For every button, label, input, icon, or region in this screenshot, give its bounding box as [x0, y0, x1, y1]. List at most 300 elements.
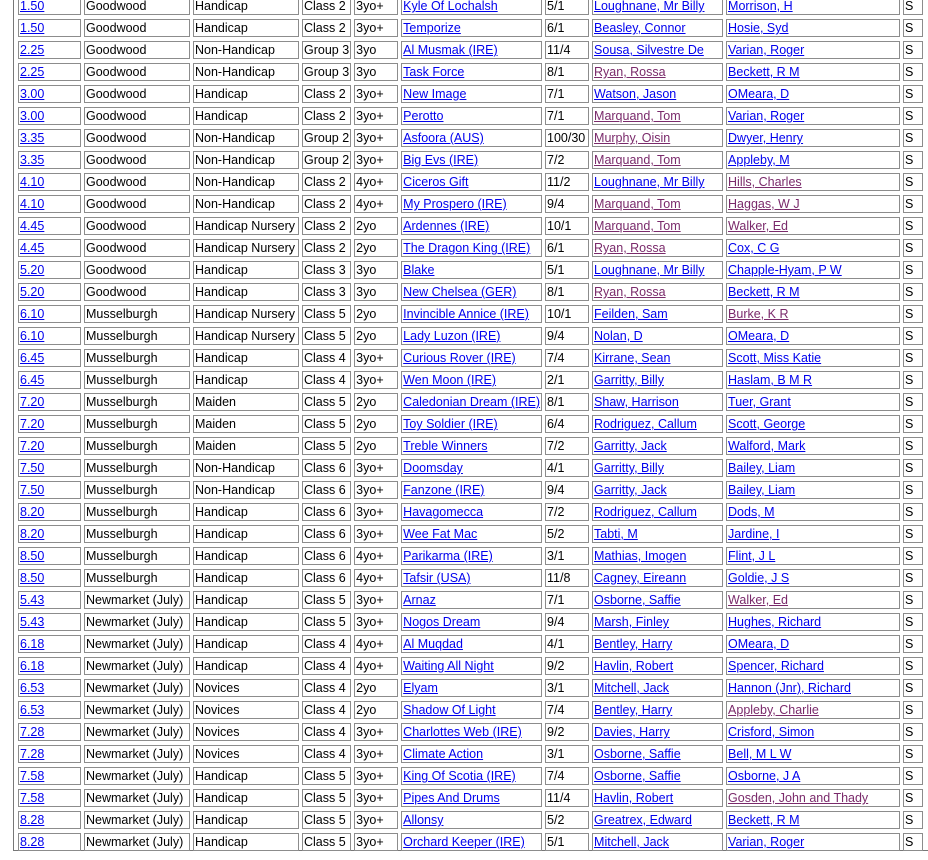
trainer-link[interactable]: Walker, Ed — [728, 593, 789, 607]
race-time-link[interactable]: 3.00 — [20, 109, 45, 123]
horse-link[interactable]: Climate Action — [403, 747, 484, 761]
race-time-link[interactable]: 6.18 — [20, 637, 45, 651]
trainer-link[interactable]: Varian, Roger — [728, 109, 805, 123]
race-time-link[interactable]: 6.53 — [20, 703, 45, 717]
horse-link[interactable]: Ciceros Gift — [403, 175, 469, 189]
horse-link[interactable]: Allonsy — [403, 813, 444, 827]
race-time-link[interactable]: 6.10 — [20, 329, 45, 343]
horse-link[interactable]: New Chelsea (GER) — [403, 285, 517, 299]
trainer-link[interactable]: Varian, Roger — [728, 43, 805, 57]
jockey-column-cell — [592, 459, 723, 477]
extra-column-cell — [903, 85, 923, 103]
jockey-link[interactable]: Osborne, Saffie — [594, 593, 681, 607]
jockey-link[interactable]: Loughnane, Mr Billy — [594, 175, 705, 189]
horse-column-cell — [401, 63, 542, 81]
odds-column-cell — [545, 459, 589, 477]
race-time-link[interactable]: 8.50 — [20, 549, 45, 563]
horse-link[interactable]: Waiting All Night — [403, 659, 494, 673]
extra-cell: S — [905, 197, 914, 211]
age-cell: 3yo+ — [356, 527, 384, 541]
trainer-link[interactable]: Hannon (Jnr), Richard — [728, 681, 851, 695]
jockey-column-cell — [592, 745, 723, 763]
time-column-cell — [18, 151, 81, 169]
horse-column-cell — [401, 657, 542, 675]
time-column-cell — [18, 327, 81, 345]
course-column-cell — [84, 393, 190, 411]
trainer-link[interactable]: Spencer, Richard — [728, 659, 824, 673]
race-time-link[interactable]: 6.53 — [20, 681, 45, 695]
horse-link[interactable]: Temporize — [403, 21, 461, 35]
jockey-link[interactable]: Watson, Jason — [594, 87, 677, 101]
jockey-link[interactable]: Tabti, M — [594, 527, 638, 541]
horse-column-cell — [401, 415, 542, 433]
horse-column-cell — [401, 327, 542, 345]
jockey-link[interactable]: Beasley, Connor — [594, 21, 686, 35]
jockey-column-cell — [592, 679, 723, 697]
trainer-link[interactable]: Jardine, I — [728, 527, 780, 541]
race-time-link[interactable]: 4.45 — [20, 241, 45, 255]
extra-column-cell — [903, 437, 923, 455]
horse-link[interactable]: Pipes And Drums — [403, 791, 500, 805]
jockey-column-cell — [592, 349, 723, 367]
race-time-link[interactable]: 4.10 — [20, 175, 45, 189]
trainer-link[interactable]: Hughes, Richard — [728, 615, 822, 629]
trainer-link[interactable]: Cox, C G — [728, 241, 780, 255]
race-time-link[interactable]: 3.35 — [20, 153, 45, 167]
trainer-link[interactable]: Goldie, J S — [728, 571, 790, 585]
extra-column-cell — [903, 547, 923, 565]
horse-link[interactable]: Lady Luzon (IRE) — [403, 329, 501, 343]
race-time-link[interactable]: 3.00 — [20, 87, 45, 101]
race-time-link[interactable]: 4.45 — [20, 219, 45, 233]
horse-link[interactable]: Wen Moon (IRE) — [403, 373, 497, 387]
table-row — [18, 767, 923, 785]
race-time-link[interactable]: 7.20 — [20, 439, 45, 453]
horse-link[interactable]: Kyle Of Lochalsh — [403, 0, 498, 13]
race-time-link[interactable]: 8.50 — [20, 571, 45, 585]
type-column-cell — [193, 415, 299, 433]
age-cell: 3yo+ — [356, 153, 384, 167]
jockey-column-cell — [592, 261, 723, 279]
horse-link[interactable]: Wee Fat Mac — [403, 527, 478, 541]
odds-cell: 6/1 — [547, 241, 565, 255]
trainer-column-cell — [726, 19, 900, 37]
trainer-column-cell — [726, 217, 900, 235]
horse-link[interactable]: King Of Scotia (IRE) — [403, 769, 516, 783]
age-cell: 3yo+ — [356, 373, 384, 387]
horse-column-cell — [401, 525, 542, 543]
trainer-link[interactable]: Beckett, R M — [728, 813, 800, 827]
age-cell: 2yo — [356, 395, 377, 409]
jockey-link[interactable]: Greatrex, Edward — [594, 813, 692, 827]
horse-link[interactable]: Parikarma (IRE) — [403, 549, 493, 563]
course-column-cell — [84, 305, 190, 323]
trainer-link[interactable]: Chapple-Hyam, P W — [728, 263, 842, 277]
time-column-cell — [18, 745, 81, 763]
race-time-link[interactable]: 3.35 — [20, 131, 45, 145]
trainer-link[interactable]: Burke, K R — [728, 307, 789, 321]
trainer-column-cell — [726, 85, 900, 103]
age-column-cell — [354, 459, 398, 477]
course-column-cell — [84, 85, 190, 103]
odds-cell: 9/2 — [547, 659, 565, 673]
class-column-cell — [302, 173, 351, 191]
horse-link[interactable]: Treble Winners — [403, 439, 488, 453]
horse-link[interactable]: Elyam — [403, 681, 438, 695]
age-column-cell — [354, 657, 398, 675]
jockey-link[interactable]: Kirrane, Sean — [594, 351, 671, 365]
jockey-link[interactable]: Ryan, Rossa — [594, 241, 666, 255]
horse-link[interactable]: Ardennes (IRE) — [403, 219, 490, 233]
horse-link[interactable]: Nogos Dream — [403, 615, 481, 629]
race-time-link[interactable]: 5.43 — [20, 593, 45, 607]
horse-link[interactable]: Doomsday — [403, 461, 463, 475]
horse-link[interactable]: Al Muqdad — [403, 637, 463, 651]
jockey-link[interactable]: Havlin, Robert — [594, 791, 674, 805]
trainer-column-cell — [726, 525, 900, 543]
race-time-link[interactable]: 6.10 — [20, 307, 45, 321]
extra-column-cell — [903, 63, 923, 81]
jockey-link[interactable]: Marquand, Tom — [594, 197, 681, 211]
jockey-link[interactable]: Garritty, Jack — [594, 439, 667, 453]
course-column-cell — [84, 327, 190, 345]
race-time-link[interactable]: 8.28 — [20, 835, 45, 849]
jockey-link[interactable]: Marquand, Tom — [594, 109, 681, 123]
trainer-link[interactable]: Hills, Charles — [728, 175, 802, 189]
odds-cell: 11/8 — [547, 571, 571, 585]
jockey-column-cell — [592, 283, 723, 301]
jockey-column-cell — [592, 767, 723, 785]
odds-column-cell — [545, 569, 589, 587]
course-column-cell — [84, 613, 190, 631]
table-row — [18, 107, 923, 125]
horse-link[interactable]: Shadow Of Light — [403, 703, 496, 717]
horse-link[interactable]: Invincible Annice (IRE) — [403, 307, 529, 321]
type-column-cell — [193, 525, 299, 543]
trainer-link[interactable]: OMeara, D — [728, 87, 790, 101]
age-column-cell — [354, 217, 398, 235]
race-class-cell: Class 2 — [304, 87, 346, 101]
trainer-column-cell — [726, 613, 900, 631]
trainer-column-cell — [726, 459, 900, 477]
horse-link[interactable]: Arnaz — [403, 593, 436, 607]
race-time-link[interactable]: 8.20 — [20, 505, 45, 519]
race-time-link[interactable]: 1.50 — [20, 21, 45, 35]
age-column-cell — [354, 811, 398, 829]
jockey-column-cell — [592, 239, 723, 257]
trainer-link[interactable]: OMeara, D — [728, 329, 790, 343]
time-column-cell — [18, 481, 81, 499]
class-column-cell — [302, 107, 351, 125]
odds-cell: 11/4 — [547, 791, 571, 805]
jockey-link[interactable]: Rodriguez, Callum — [594, 505, 697, 519]
trainer-column-cell — [726, 41, 900, 59]
jockey-link[interactable]: Bentley, Harry — [594, 703, 673, 717]
extra-cell: S — [905, 725, 914, 739]
race-time-link[interactable]: 7.20 — [20, 417, 45, 431]
course-column-cell — [84, 767, 190, 785]
trainer-column-cell — [726, 173, 900, 191]
race-time-link[interactable]: 5.43 — [20, 615, 45, 629]
time-column-cell — [18, 283, 81, 301]
odds-column-cell — [545, 723, 589, 741]
age-cell: 3yo+ — [356, 791, 384, 805]
odds-column-cell — [545, 217, 589, 235]
time-column-cell — [18, 459, 81, 477]
trainer-link[interactable]: Scott, George — [728, 417, 806, 431]
class-column-cell — [302, 701, 351, 719]
extra-column-cell — [903, 613, 923, 631]
jockey-link[interactable]: Osborne, Saffie — [594, 769, 681, 783]
horse-link[interactable]: Tafsir (USA) — [403, 571, 471, 585]
extra-column-cell — [903, 525, 923, 543]
table-row — [18, 679, 923, 697]
table-row — [18, 525, 923, 543]
jockey-link[interactable]: Garritty, Jack — [594, 483, 667, 497]
race-type-cell: Handicap — [195, 637, 248, 651]
time-column-cell — [18, 591, 81, 609]
table-row — [18, 503, 923, 521]
horse-link[interactable]: The Dragon King (IRE) — [403, 241, 531, 255]
odds-column-cell — [545, 393, 589, 411]
jockey-link[interactable]: Marsh, Finley — [594, 615, 670, 629]
course-column-cell — [84, 63, 190, 81]
jockey-link[interactable]: Ryan, Rossa — [594, 285, 666, 299]
jockey-link[interactable]: Nolan, D — [594, 329, 643, 343]
horse-link[interactable]: Havagomecca — [403, 505, 484, 519]
race-class-cell: Class 2 — [304, 219, 346, 233]
horse-link[interactable]: New Image — [403, 87, 467, 101]
trainer-link[interactable]: Beckett, R M — [728, 65, 800, 79]
horse-link[interactable]: Caledonian Dream (IRE) — [403, 395, 541, 409]
extra-cell: S — [905, 835, 914, 849]
course-cell: Goodwood — [86, 0, 147, 13]
horse-link[interactable]: My Prospero (IRE) — [403, 197, 507, 211]
jockey-column-cell — [592, 657, 723, 675]
class-column-cell — [302, 547, 351, 565]
trainer-link[interactable]: Appleby, Charlie — [728, 703, 819, 717]
jockey-link[interactable]: Marquand, Tom — [594, 219, 681, 233]
course-cell: Goodwood — [86, 241, 147, 255]
trainer-link[interactable]: Walker, Ed — [728, 219, 789, 233]
race-class-cell: Class 5 — [304, 813, 346, 827]
race-time-link[interactable]: 5.20 — [20, 285, 45, 299]
race-type-cell: Handicap — [195, 0, 248, 13]
course-cell: Goodwood — [86, 21, 147, 35]
course-column-cell — [84, 129, 190, 147]
horse-link[interactable]: Al Musmak (IRE) — [403, 43, 498, 57]
horse-column-cell — [401, 283, 542, 301]
trainer-link[interactable]: Crisford, Simon — [728, 725, 815, 739]
type-column-cell — [193, 481, 299, 499]
trainer-link[interactable]: Varian, Roger — [728, 835, 805, 849]
jockey-link[interactable]: Loughnane, Mr Billy — [594, 263, 705, 277]
age-cell: 4yo+ — [356, 659, 384, 673]
trainer-link[interactable]: Dods, M — [728, 505, 775, 519]
trainer-link[interactable]: Morrison, H — [728, 0, 793, 13]
trainer-link[interactable]: Gosden, John and Thady — [728, 791, 869, 805]
age-column-cell — [354, 327, 398, 345]
age-cell: 3yo+ — [356, 725, 384, 739]
trainer-link[interactable]: Hosie, Syd — [728, 21, 789, 35]
jockey-link[interactable]: Havlin, Robert — [594, 659, 674, 673]
jockey-link[interactable]: Sousa, Silvestre De — [594, 43, 704, 57]
age-column-cell — [354, 239, 398, 257]
age-column-cell — [354, 481, 398, 499]
trainer-link[interactable]: Appleby, M — [728, 153, 790, 167]
age-cell: 4yo+ — [356, 637, 384, 651]
odds-column-cell — [545, 19, 589, 37]
race-class-cell: Class 4 — [304, 747, 346, 761]
trainer-column-cell — [726, 591, 900, 609]
time-column-cell — [18, 173, 81, 191]
trainer-link[interactable]: Bailey, Liam — [728, 461, 796, 475]
course-cell: Musselburgh — [86, 439, 158, 453]
horse-link[interactable]: Asfoora (AUS) — [403, 131, 484, 145]
race-time-link[interactable]: 7.58 — [20, 791, 45, 805]
course-column-cell — [84, 547, 190, 565]
race-time-link[interactable]: 7.50 — [20, 483, 45, 497]
trainer-link[interactable]: Beckett, R M — [728, 285, 800, 299]
race-class-cell: Class 4 — [304, 725, 346, 739]
trainer-link[interactable]: Scott, Miss Katie — [728, 351, 822, 365]
horse-link[interactable]: Charlottes Web (IRE) — [403, 725, 522, 739]
class-column-cell — [302, 613, 351, 631]
age-column-cell — [354, 349, 398, 367]
age-column-cell — [354, 591, 398, 609]
race-class-cell: Class 5 — [304, 307, 346, 321]
odds-cell: 11/2 — [547, 175, 571, 189]
trainer-column-cell — [726, 239, 900, 257]
trainer-link[interactable]: Bell, M L W — [728, 747, 792, 761]
trainer-column-cell — [726, 195, 900, 213]
jockey-link[interactable]: Loughnane, Mr Billy — [594, 0, 705, 13]
race-time-link[interactable]: 6.45 — [20, 373, 45, 387]
horse-link[interactable]: Big Evs (IRE) — [403, 153, 479, 167]
trainer-link[interactable]: OMeara, D — [728, 637, 790, 651]
jockey-link[interactable]: Garritty, Billy — [594, 373, 664, 387]
jockey-column-cell — [592, 0, 723, 15]
trainer-link[interactable]: Haslam, B M R — [728, 373, 813, 387]
race-type-cell: Non-Handicap — [195, 483, 275, 497]
jockey-column-cell — [592, 129, 723, 147]
class-column-cell — [302, 481, 351, 499]
trainer-link[interactable]: Dwyer, Henry — [728, 131, 804, 145]
jockey-column-cell — [592, 789, 723, 807]
extra-column-cell — [903, 283, 923, 301]
horse-link[interactable]: Blake — [403, 263, 435, 277]
jockey-link[interactable]: Garritty, Billy — [594, 461, 664, 475]
extra-column-cell — [903, 393, 923, 411]
race-time-link[interactable]: 7.50 — [20, 461, 45, 475]
race-time-link[interactable]: 6.45 — [20, 351, 45, 365]
jockey-link[interactable]: Mitchell, Jack — [594, 835, 670, 849]
horse-column-cell — [401, 129, 542, 147]
course-cell: Goodwood — [86, 175, 147, 189]
age-column-cell — [354, 151, 398, 169]
horse-column-cell — [401, 745, 542, 763]
trainer-link[interactable]: Haggas, W J — [728, 197, 800, 211]
race-time-link[interactable]: 2.25 — [20, 65, 45, 79]
type-column-cell — [193, 173, 299, 191]
race-time-link[interactable]: 8.28 — [20, 813, 45, 827]
race-type-cell: Handicap — [195, 593, 248, 607]
horse-link[interactable]: Perotto — [403, 109, 444, 123]
type-column-cell — [193, 723, 299, 741]
jockey-link[interactable]: Rodriguez, Callum — [594, 417, 697, 431]
age-column-cell — [354, 305, 398, 323]
jockey-column-cell — [592, 811, 723, 829]
jockey-link[interactable]: Davies, Harry — [594, 725, 670, 739]
time-column-cell — [18, 261, 81, 279]
race-type-cell: Handicap Nursery — [195, 241, 296, 255]
race-type-cell: Handicap — [195, 571, 248, 585]
race-time-link[interactable]: 1.50 — [20, 0, 45, 13]
race-time-link[interactable]: 4.10 — [20, 197, 45, 211]
jockey-link[interactable]: Ryan, Rossa — [594, 65, 666, 79]
horse-link[interactable]: Toy Soldier (IRE) — [403, 417, 498, 431]
jockey-link[interactable]: Feilden, Sam — [594, 307, 668, 321]
extra-column-cell — [903, 239, 923, 257]
trainer-link[interactable]: Bailey, Liam — [728, 483, 796, 497]
trainer-link[interactable]: Tuer, Grant — [728, 395, 791, 409]
trainer-link[interactable]: Walford, Mark — [728, 439, 806, 453]
course-cell: Musselburgh — [86, 417, 158, 431]
jockey-column-cell — [592, 481, 723, 499]
jockey-link[interactable]: Marquand, Tom — [594, 153, 681, 167]
jockey-column-cell — [592, 305, 723, 323]
jockey-link[interactable]: Shaw, Harrison — [594, 395, 679, 409]
jockey-link[interactable]: Mathias, Imogen — [594, 549, 687, 563]
jockey-link[interactable]: Mitchell, Jack — [594, 681, 670, 695]
horse-link[interactable]: Fanzone (IRE) — [403, 483, 485, 497]
trainer-column-cell — [726, 701, 900, 719]
jockey-column-cell — [592, 525, 723, 543]
trainer-link[interactable]: Flint, J L — [728, 549, 776, 563]
race-time-link[interactable]: 6.18 — [20, 659, 45, 673]
jockey-link[interactable]: Bentley, Harry — [594, 637, 673, 651]
race-class-cell: Class 5 — [304, 439, 346, 453]
table-row — [18, 745, 923, 763]
time-column-cell — [18, 613, 81, 631]
odds-cell: 7/1 — [547, 109, 565, 123]
time-column-cell — [18, 525, 81, 543]
extra-cell: S — [905, 681, 914, 695]
table-row — [18, 305, 923, 323]
table-row — [18, 283, 923, 301]
type-column-cell — [193, 195, 299, 213]
race-time-link[interactable]: 8.20 — [20, 527, 45, 541]
class-column-cell — [302, 437, 351, 455]
horse-link[interactable]: Orchard Keeper (IRE) — [403, 835, 525, 849]
race-time-link[interactable]: 5.20 — [20, 263, 45, 277]
race-time-link[interactable]: 7.28 — [20, 725, 45, 739]
horse-link[interactable]: Task Force — [403, 65, 465, 79]
horse-link[interactable]: Curious Rover (IRE) — [403, 351, 516, 365]
jockey-link[interactable]: Cagney, Eireann — [594, 571, 687, 585]
jockey-link[interactable]: Osborne, Saffie — [594, 747, 681, 761]
race-time-link[interactable]: 7.20 — [20, 395, 45, 409]
race-time-link[interactable]: 2.25 — [20, 43, 45, 57]
course-cell: Goodwood — [86, 219, 147, 233]
jockey-link[interactable]: Murphy, Oisin — [594, 131, 671, 145]
trainer-link[interactable]: Osborne, J A — [728, 769, 801, 783]
race-time-link[interactable]: 7.58 — [20, 769, 45, 783]
race-time-link[interactable]: 7.28 — [20, 747, 45, 761]
time-column-cell — [18, 701, 81, 719]
age-column-cell — [354, 635, 398, 653]
horse-column-cell — [401, 85, 542, 103]
